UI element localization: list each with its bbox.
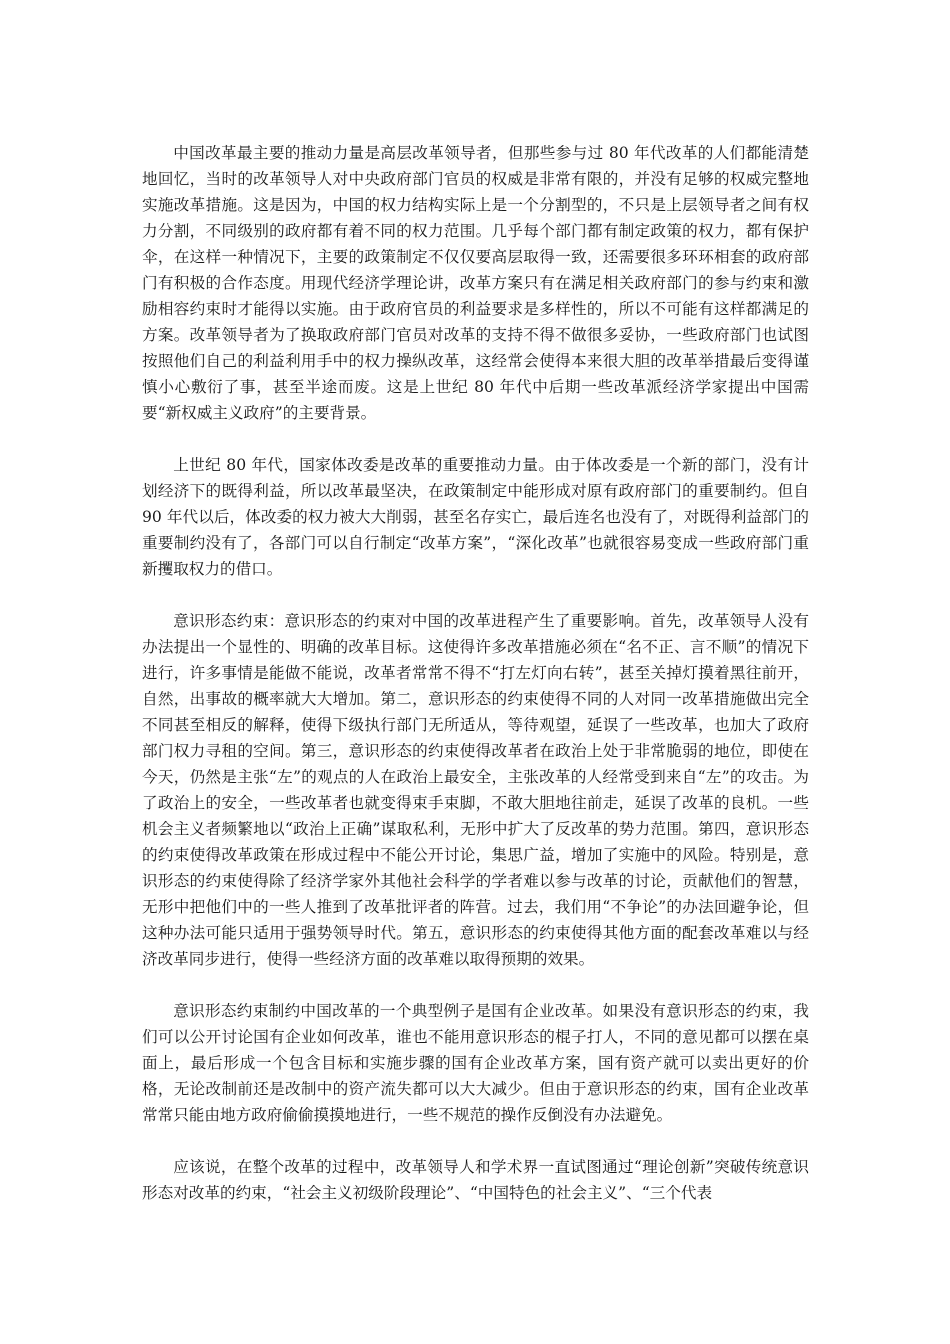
paragraph-ideology-constraint: 意识形态约束：意识形态的约束对中国的改革进程产生了重要影响。首先，改革领导人没有办法提出一个显性的、明确的改革目标。这使得许多改革措施必须在“名不正、言不顺”的情况下进行，许多事情是能做不能说，改革者常常不得不“打左灯向右转”，甚至关掉灯摸着黑往前开，自然，出事故的概率就大大增加。第二，意识形态的约束使得不同的人对同一改革措施做出完全不同甚至相反的解释，使得下级执行部门无所适从，等待观望，延误了一些改革，也加大了政府部门权力寻租的空间。第三，意识形态的约束使得改革者在政治上处于非常脆弱的地位，即使在今天，仍然是主张“左”的观点的人在政治上最安全，主张改革的人经常受到来自“左”的攻击。为了政治上的安全，一些改革者也就变得束手束脚，不敢大胆地往前走，延误了改革的良机。一些机会主义者频繁地以“政治上正确”谋取私利，无形中扩大了反改革的势力范围。第四，意识形态的约束使得改革政策在形成过程中不能公开讨论，集思广益，增加了实施中的风险。特别是，意识形态的约束使得除了经济学家外其他社会科学的学者难以参与改革的讨论，贡献他们的智慧，无形中把他们中的一些人推到了改革批评者的阵营。过去，我们用“不争论”的办法回避争论，但这种办法可能只适用于强势领导时代。第五，意识形态的约束使得其他方面的配套改革难以与经济改革同步进行，使得一些经济方面的改革难以取得预期的效果。 xyxy=(142,612,809,968)
paragraph-theory-innovation: 应该说，在整个改革的过程中，改革领导人和学术界一直试图通过“理论创新”突破传统意识形态对改革的约束，“社会主义初级阶段理论”、“中国特色的社会主义”、“三个代表 xyxy=(142,1158,809,1202)
paragraph-reform-commission: 上世纪 80 年代，国家体改委是改革的重要推动力量。由于体改委是一个新的部门，没有计划经济下的既得利益，所以改革最坚决，在政策制定中能形成对原有政府部门的重要制约。但自 90 年代以后，体改委的权力被大大削弱，甚至名存实亡，最后连名也没有了，对既得利益部门的重要制约没有了，各部门可以自行制定“改革方案”，“深化改革”也就很容易变成一些政府部门重新攫取权力的借口。 xyxy=(142,456,809,578)
paragraph-reform-leadership: 中国改革最主要的推动力量是高层改革领导者，但那些参与过 80 年代改革的人们都能清楚地回忆，当时的改革领导人对中央政府部门官员的权威是非常有限的，并没有足够的权威完整地实施改革措施。这是因为，中国的权力结构实际上是一个分割型的，不只是上层领导者之间有权力分割，不同级别的政府都有着不同的权力范围。几乎每个部门都有制定政策的权力，都有保护伞，在这样一种情况下，主要的政策制定不仅仅要高层取得一致，还需要很多环环相套的政府部门有积极的合作态度。用现代经济学理论讲，改革方案只有在满足相关政府部门的参与约束和激励相容约束时才能得以实施。由于政府官员的利益要求是多样性的，所以不可能有这样都满足的方案。改革领导者为了换取政府部门官员对改革的支持不得不做很多妥协，一些政府部门也试图按照他们自己的利益利用手中的权力操纵改革，这经常会使得本来很大胆的改革举措最后变得谨慎小心敷衍了事，甚至半途而废。这是上世纪 80 年代中后期一些改革派经济学家提出中国需要“新权威主义政府”的主要背景。 xyxy=(142,144,809,422)
paragraph-soe-reform-example: 意识形态约束制约中国改革的一个典型例子是国有企业改革。如果没有意识形态的约束，我们可以公开讨论国有企业如何改革，谁也不能用意识形态的棍子打人，不同的意见都可以摆在桌面上，最后形成一个包含目标和实施步骤的国有企业改革方案，国有资产就可以卖出更好的价格，无论改制前还是改制中的资产流失都可以大大减少。但由于意识形态的约束，国有企业改革常常只能由地方政府偷偷摸摸地进行，一些不规范的操作反倒没有办法避免。 xyxy=(142,1002,809,1124)
document-page xyxy=(142,140,809,1206)
